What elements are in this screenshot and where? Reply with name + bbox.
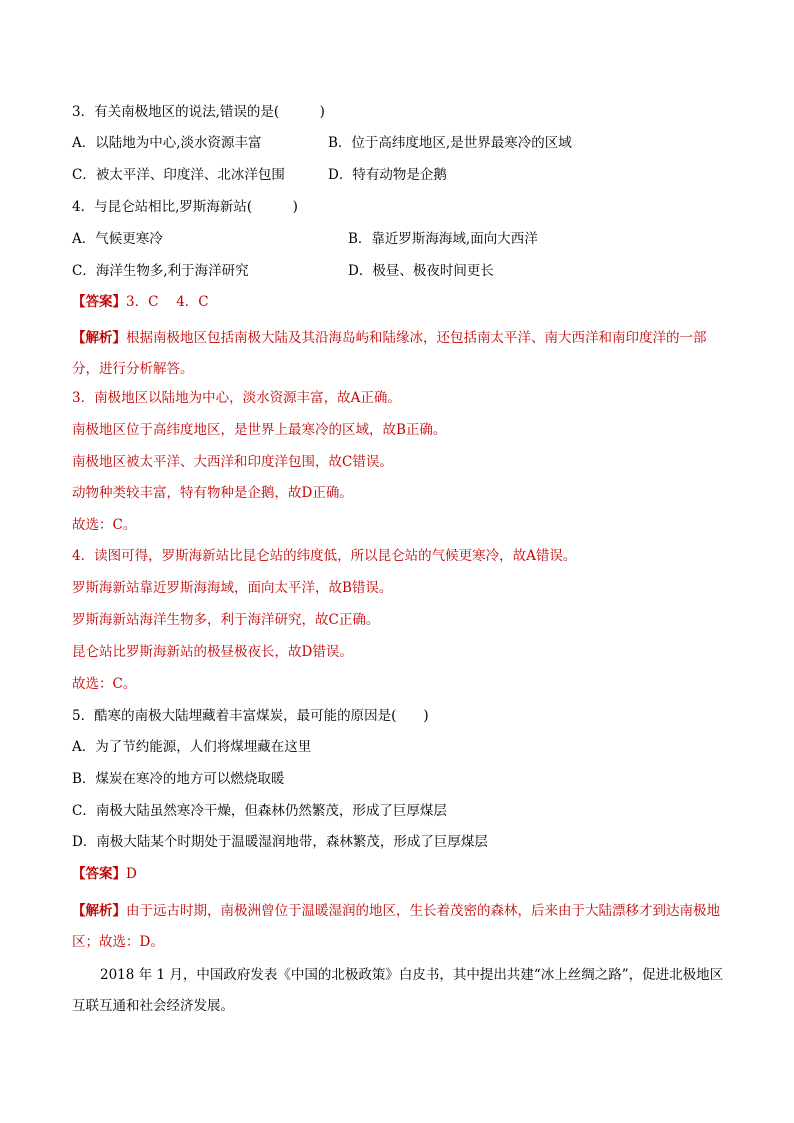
explain-4-line-4: 昆仑站比罗斯海新站的极昼极夜长，故D错误。 [72,644,353,660]
question-3-option-b: B．位于高纬度地区,是世界最寒冷的区域 [328,135,572,151]
question-4-option-d: D．极昼、极夜时间更长 [348,263,494,279]
question-5-option-a: A．为了节约能源，人们将煤埋藏在这里 [72,739,312,755]
analysis-text: 由于远古时期，南极洲曾位于温暖湿润的地区，生长着茂密的森林，后来由于大陆漂移才到达南极地区；故选：D。 [72,903,720,950]
question-5-stem: 5．酷寒的南极大陆埋藏着丰富煤炭，最可能的原因是( ) [72,708,429,724]
explain-3-line-4: 动物种类较丰富，特有物种是企鹅，故D正确。 [72,485,353,501]
analysis-block-1 [72,323,732,385]
answer-text: D [126,866,137,882]
question-4-option-b: B．靠近罗斯海海域,面向大西洋 [348,231,538,247]
question-3-option-a: A．以陆地为中心,淡水资源丰富 [72,135,262,151]
analysis-tag: 【解析】 [72,903,126,919]
explain-3-line-1: 3．南极地区以陆地为中心，淡水资源丰富，故A正确。 [72,390,401,406]
answer-block-1 [72,292,209,312]
explain-4-line-1: 4．读图可得，罗斯海新站比昆仑站的纬度低，所以昆仑站的气候更寒冷，故A错误。 [72,548,577,564]
question-4-stem: 4．与昆仑站相比,罗斯海新站( ) [72,199,298,215]
question-5-option-d: D．南极大陆某个时期处于温暖湿润地带，森林繁茂，形成了巨厚煤层 [72,834,488,850]
analysis-block-2 [72,896,732,958]
explain-3-line-3: 南极地区被太平洋、大西洋和印度洋包围，故C错误。 [72,454,393,470]
passage-paragraph: 2018 年 1 月，中国政府发表《中国的北极政策》白皮书，其中提出共建“冰上丝绸之路”，促进北极地区互联互通和社会经济发展。 [72,967,724,1014]
answer-text: 3．C 4．C [126,294,209,310]
question-4-option-c: C．海洋生物多,利于海洋研究 [72,263,249,279]
answer-tag: 【答案】 [72,294,126,310]
question-3-option-d: D．特有动物是企鹅 [328,167,447,183]
explain-3-line-2: 南极地区位于高纬度地区，是世界上最寒冷的区域，故B正确。 [72,422,447,438]
question-5-option-c: C．南极大陆虽然寒冷干燥，但森林仍然繁茂，形成了巨厚煤层 [72,803,447,819]
explain-4-line-3: 罗斯海新站海洋生物多，利于海洋研究，故C正确。 [72,612,380,628]
question-3-option-c: C．被太平洋、印度洋、北冰洋包围 [72,167,285,183]
answer-block-2 [72,864,137,884]
question-4-option-a: A．气候更寒冷 [72,231,163,247]
analysis-text: 根据南极地区包括南极大陆及其沿海岛屿和陆缘冰，还包括南太平洋、南大西洋和南印度洋的一部分，进行分析解答。 [72,330,707,377]
question-3-stem: 3．有关南极地区的说法,错误的是( ) [72,104,325,120]
question-5-option-b: B．煤炭在寒冷的地方可以燃烧取暖 [72,771,285,787]
explain-4-conclusion: 故选：C。 [72,676,137,692]
explain-4-line-2: 罗斯海新站靠近罗斯海海域，面向太平洋，故B错误。 [72,580,393,596]
explain-3-conclusion: 故选：C。 [72,517,137,533]
answer-tag: 【答案】 [72,866,126,882]
analysis-tag: 【解析】 [72,330,126,346]
